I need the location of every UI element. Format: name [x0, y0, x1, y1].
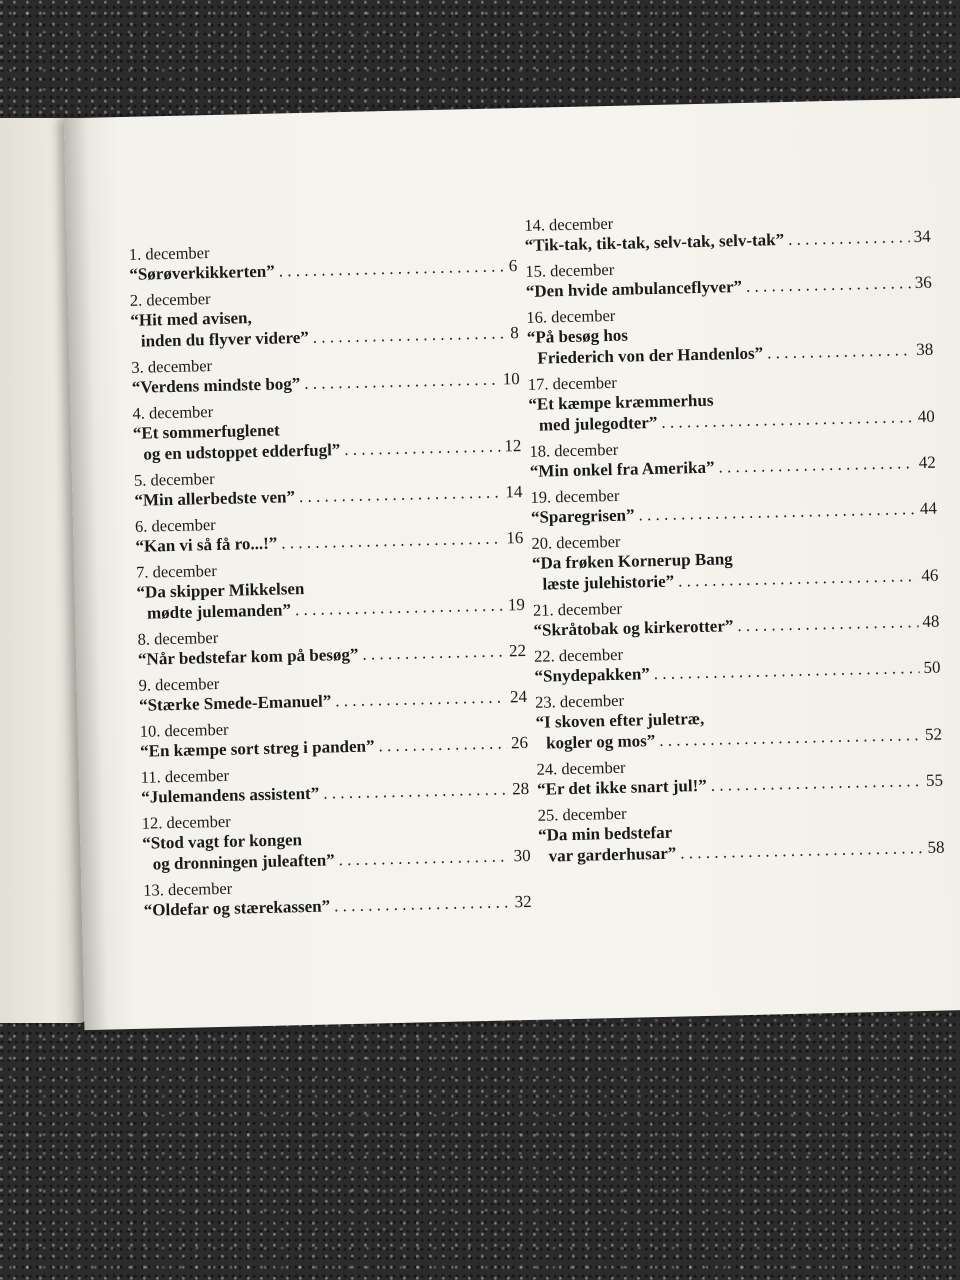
entry-date: 2. december: [129, 289, 211, 310]
entry-date: 9. december: [138, 673, 220, 695]
entry-date: 5. december: [133, 468, 215, 490]
page-number: 32: [514, 891, 532, 912]
toc-entry: [132, 395, 521, 465]
entry-title: inden du flyver videre”: [140, 327, 309, 351]
entry-date: 12. december: [141, 811, 231, 833]
entry-title: “Et kæmpe kræmmerhus: [528, 390, 714, 414]
entry-title: “Julemandens assistent”: [140, 783, 320, 807]
toc-entry: [141, 759, 530, 808]
entry-title: “Min onkel fra Amerika”: [529, 457, 715, 481]
page-number: 48: [922, 611, 940, 631]
dot-leader: [678, 565, 918, 591]
toc-entry: [139, 713, 528, 762]
entry-date: 10. december: [139, 719, 229, 741]
entry-title: “Er det ikke snart jul!”: [536, 775, 707, 799]
dot-leader: [338, 845, 509, 870]
toc-entry: [137, 621, 526, 670]
dot-leader: [299, 481, 502, 507]
page-number: 38: [916, 339, 934, 360]
toc-entry: [533, 592, 940, 641]
page-number: 10: [502, 369, 521, 389]
entry-title: “Når bedstefar kom på besøg”: [137, 644, 359, 669]
dot-leader: [313, 322, 507, 347]
page-number: 16: [506, 528, 524, 548]
entry-date: 15. december: [525, 259, 615, 281]
table-of-contents-page: [64, 98, 960, 1030]
dot-leader: [680, 837, 924, 864]
entry-title: læste julehistorie”: [542, 571, 675, 594]
page-number: 34: [913, 226, 931, 247]
entry-title: “Sørøverkikkerten”: [129, 261, 275, 284]
toc-column-right: [524, 207, 945, 873]
entry-date: 7. december: [135, 560, 217, 582]
entry-title: kogler og mos”: [545, 731, 656, 753]
page-number: 26: [510, 732, 529, 753]
entry-title: var garderhusar”: [548, 843, 677, 866]
entry-title: Friederich von der Handenlos”: [537, 343, 764, 368]
entry-title: “Snydepakken”: [534, 664, 651, 686]
entry-title: mødte julemanden”: [146, 600, 292, 623]
toc-entry: [524, 207, 931, 256]
entry-date: 6. december: [134, 514, 216, 536]
page-number: 40: [917, 406, 935, 427]
entry-date: 14. december: [524, 213, 614, 235]
entry-date: 22. december: [533, 644, 624, 666]
dot-leader: [659, 724, 921, 751]
entry-title: “Da skipper Mikkelsen: [136, 578, 305, 602]
entry-title: “En kæmpe sort streg i panden”: [139, 736, 375, 761]
page-number: 46: [921, 565, 939, 585]
page-number: 8: [510, 323, 519, 343]
page-number: 36: [914, 272, 932, 293]
entry-title: “Sparegrisen”: [530, 505, 635, 527]
entry-title: “Hit med avisen,: [130, 308, 252, 330]
entry-date: 23. december: [534, 690, 625, 712]
entry-date: 18. december: [529, 439, 619, 461]
page-number: 42: [918, 452, 937, 473]
page-number: 30: [513, 845, 531, 866]
entry-date: 24. december: [536, 757, 626, 779]
dot-leader: [335, 686, 506, 711]
entry-title: “Oldefar og stærekassen”: [143, 896, 331, 920]
dot-leader: [334, 891, 511, 916]
entry-title: “Verdens mindste bog”: [131, 374, 301, 397]
entry-date: 8. december: [137, 627, 219, 649]
page-number: 6: [508, 256, 518, 276]
entry-title: “Stod vagt for kongen: [142, 830, 303, 853]
toc-entry: [136, 554, 525, 624]
dot-leader: [746, 272, 911, 297]
toc-entry: [525, 253, 932, 302]
dot-leader: [344, 436, 500, 461]
dot-leader: [718, 452, 915, 477]
page-number: 14: [505, 482, 523, 502]
toc-entry: [138, 667, 527, 716]
dot-leader: [304, 369, 499, 394]
entry-date: 3. december: [131, 356, 213, 377]
dot-leader: [362, 640, 505, 664]
entry-title: “Skråtobak og kirkerotter”: [533, 616, 734, 640]
entry-title: “Kan vi så få ro...!”: [135, 533, 278, 556]
dot-leader: [711, 770, 923, 796]
entry-title: “På besøg hos: [526, 325, 629, 347]
dot-leader: [278, 255, 504, 281]
entry-title: og dronningen juleaften”: [152, 850, 335, 874]
entry-date: 20. december: [531, 531, 621, 553]
toc-entry: [536, 751, 943, 800]
toc-entry: [535, 684, 942, 754]
entry-title: med julegodter”: [538, 412, 658, 435]
toc-entry: [530, 479, 937, 528]
entry-date: 16. december: [526, 305, 616, 327]
entry-title: “Da min bedstefar: [537, 822, 673, 845]
entry-title: “Stærke Smede-Emanuel”: [138, 691, 332, 715]
entry-title: “Et sommerfuglenet: [132, 420, 280, 443]
entry-title: og en udstoppet edderfugl”: [143, 440, 341, 464]
dot-leader: [295, 594, 504, 620]
toc-entry: [529, 433, 936, 482]
dot-leader: [378, 732, 507, 756]
page-number: 24: [509, 686, 528, 707]
page-number: 22: [508, 640, 527, 661]
toc-entry: [143, 872, 532, 921]
page-number: 19: [507, 594, 526, 615]
dot-leader: [788, 226, 910, 250]
dot-leader: [323, 778, 508, 803]
entry-date: 25. december: [537, 803, 627, 825]
toc-entry: [528, 366, 935, 436]
toc-entry: [531, 525, 938, 595]
page-number: 55: [925, 770, 944, 790]
entry-date: 17. december: [527, 372, 617, 394]
toc-entry: [135, 508, 524, 557]
entry-title: “Da frøken Kornerup Bang: [531, 549, 733, 573]
page-number: 58: [927, 837, 945, 857]
toc-column-left: [129, 236, 532, 927]
entry-date: 4. december: [132, 402, 214, 423]
toc-entry: [534, 638, 941, 687]
toc-entry: [131, 349, 520, 398]
toc-entry: [129, 236, 518, 285]
entry-date: 11. december: [140, 765, 230, 787]
entry-date: 19. december: [530, 485, 620, 507]
page-number: 12: [504, 436, 522, 456]
entry-title: “Den hvide ambulanceflyver”: [525, 276, 743, 301]
page-number: 50: [923, 657, 941, 677]
entry-date: 13. december: [143, 878, 233, 900]
dot-leader: [661, 406, 914, 433]
page-number: 52: [924, 724, 943, 744]
toc-entry: [142, 805, 531, 875]
toc-entry: [526, 299, 933, 369]
entry-title: “Tik-tak, tik-tak, selv-tak, selv-tak”: [524, 230, 785, 255]
entry-title: “Min allerbedste ven”: [134, 487, 296, 510]
entry-date: 21. december: [532, 598, 623, 620]
page-number: 28: [511, 778, 530, 799]
dot-leader: [767, 339, 913, 363]
entry-title: “I skoven efter juletræ,: [535, 708, 705, 732]
page-number: 44: [919, 498, 938, 519]
toc-entry: [130, 282, 519, 352]
toc-entry: [134, 462, 523, 511]
toc-entry: [537, 797, 944, 867]
entry-date: 1. december: [128, 243, 210, 264]
dot-leader: [737, 611, 919, 636]
dot-leader: [281, 527, 503, 553]
